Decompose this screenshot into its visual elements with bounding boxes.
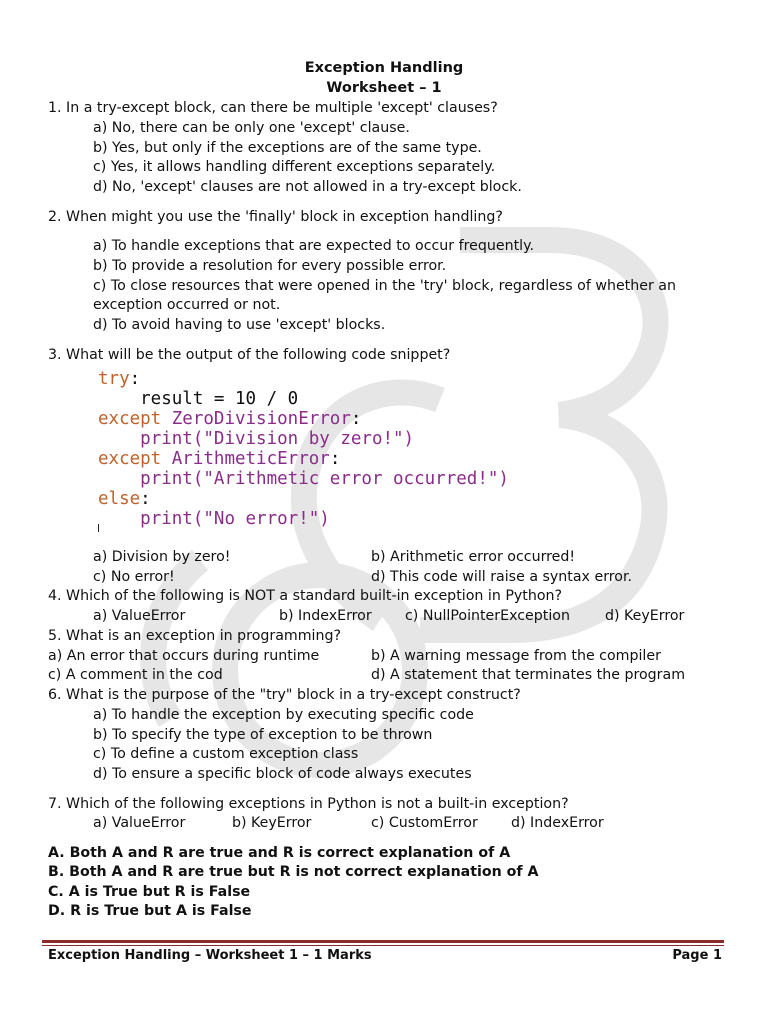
q5-option-c: c) A comment in the cod [48, 667, 223, 683]
question-3: 3. What will be the output of the following code snippet? [48, 347, 451, 363]
q1-option-b: b) Yes, but only if the exceptions are of the same type. [93, 140, 482, 156]
question-5: 5. What is an exception in programming? [48, 628, 342, 644]
footer-title: Exception Handling – Worksheet 1 – 1 Marks [48, 948, 372, 963]
q2-option-d: d) To avoid having to use 'except' blocks. [93, 317, 386, 333]
code-string: ("No error!") [192, 509, 330, 529]
code-string: ("Division by zero!") [192, 429, 415, 449]
page-subtitle: Worksheet – 1 [326, 80, 442, 96]
code-string: ("Arithmetic error occurred!") [192, 469, 509, 489]
question-6: 6. What is the purpose of the "try" block in a try-except construct? [48, 687, 521, 703]
q4-option-a: a) ValueError [93, 608, 186, 624]
code-punct: : [350, 409, 362, 429]
q7-option-b: b) KeyError [232, 815, 312, 831]
code-keyword-except: except [98, 449, 172, 469]
q6-option-c: c) To define a custom exception class [93, 746, 359, 762]
page-number: Page 1 [672, 948, 722, 963]
code-exception-arithmetic: ArithmeticError [171, 449, 330, 469]
q4-option-d: d) KeyError [605, 608, 685, 624]
q6-option-a: a) To handle the exception by executing specific code [93, 707, 474, 723]
q3-option-d: d) This code will raise a syntax error. [371, 569, 633, 585]
ar-option-b: B. Both A and R are true but R is not correct explanation of A [48, 864, 539, 880]
code-indent [98, 509, 140, 529]
q3-option-a: a) Division by zero! [93, 549, 231, 565]
q3-option-c: c) No error! [93, 569, 175, 585]
ar-option-c: C. A is True but R is False [48, 884, 251, 900]
q1-option-d: d) No, 'except' clauses are not allowed in a try-except block. [93, 179, 522, 195]
code-punct: : [329, 449, 341, 469]
code-indent [98, 429, 140, 449]
page-title: Exception Handling [304, 60, 464, 76]
question-1: 1. In a try-except block, can there be multiple 'except' clauses? [48, 100, 498, 116]
code-print: print [140, 429, 193, 449]
question-2: 2. When might you use the 'finally' block in exception handling? [48, 209, 503, 225]
ar-option-a: A. Both A and R are true and R is correct explanation of A [48, 845, 511, 861]
code-keyword-else: else [98, 489, 141, 509]
code-print: print [140, 469, 193, 489]
q4-option-b: b) IndexError [279, 608, 372, 624]
question-4: 4. Which of the following is NOT a standard built-in exception in Python? [48, 588, 563, 604]
code-line-result: result = 10 / 0 [98, 389, 299, 409]
q2-option-b: b) To provide a resolution for every possible error. [93, 258, 447, 274]
q6-option-d: d) To ensure a specific block of code always executes [93, 766, 472, 782]
q3-option-b: b) Arithmetic error occurred! [371, 549, 576, 565]
code-keyword-except: except [98, 409, 172, 429]
q4-option-c: c) NullPointerException [405, 608, 570, 624]
q7-option-c: c) CustomError [371, 815, 478, 831]
q7-option-d: d) IndexError [511, 815, 604, 831]
question-7: 7. Which of the following exceptions in Python is not a built-in exception? [48, 796, 569, 812]
q2-option-c-continued: exception occurred or not. [93, 297, 281, 313]
q1-option-c: c) Yes, it allows handling different exceptions separately. [93, 159, 496, 175]
q7-option-a: a) ValueError [93, 815, 186, 831]
code-keyword-try: try [98, 369, 130, 389]
q5-option-b: b) A warning message from the compiler [371, 648, 661, 664]
q5-option-d: d) A statement that terminates the program [371, 667, 686, 683]
q2-option-c: c) To close resources that were opened in the 'try' block, regardless of whether an [93, 278, 676, 294]
cursor-mark [98, 524, 99, 532]
code-print: print [140, 509, 193, 529]
footer-rule-thick [42, 940, 724, 943]
q5-option-a: a) An error that occurs during runtime [48, 648, 320, 664]
q1-option-a: a) No, there can be only one 'except' clause. [93, 120, 410, 136]
q2-option-a: a) To handle exceptions that are expected to occur frequently. [93, 238, 534, 254]
ar-option-d: D. R is True but A is False [48, 903, 252, 919]
footer-rule-thin [42, 945, 724, 946]
code-indent [98, 469, 140, 489]
q6-option-b: b) To specify the type of exception to be thrown [93, 727, 433, 743]
code-punct: : [140, 489, 151, 509]
code-punct: : [129, 369, 141, 389]
code-exception-zerodivision: ZeroDivisionError [171, 409, 351, 429]
